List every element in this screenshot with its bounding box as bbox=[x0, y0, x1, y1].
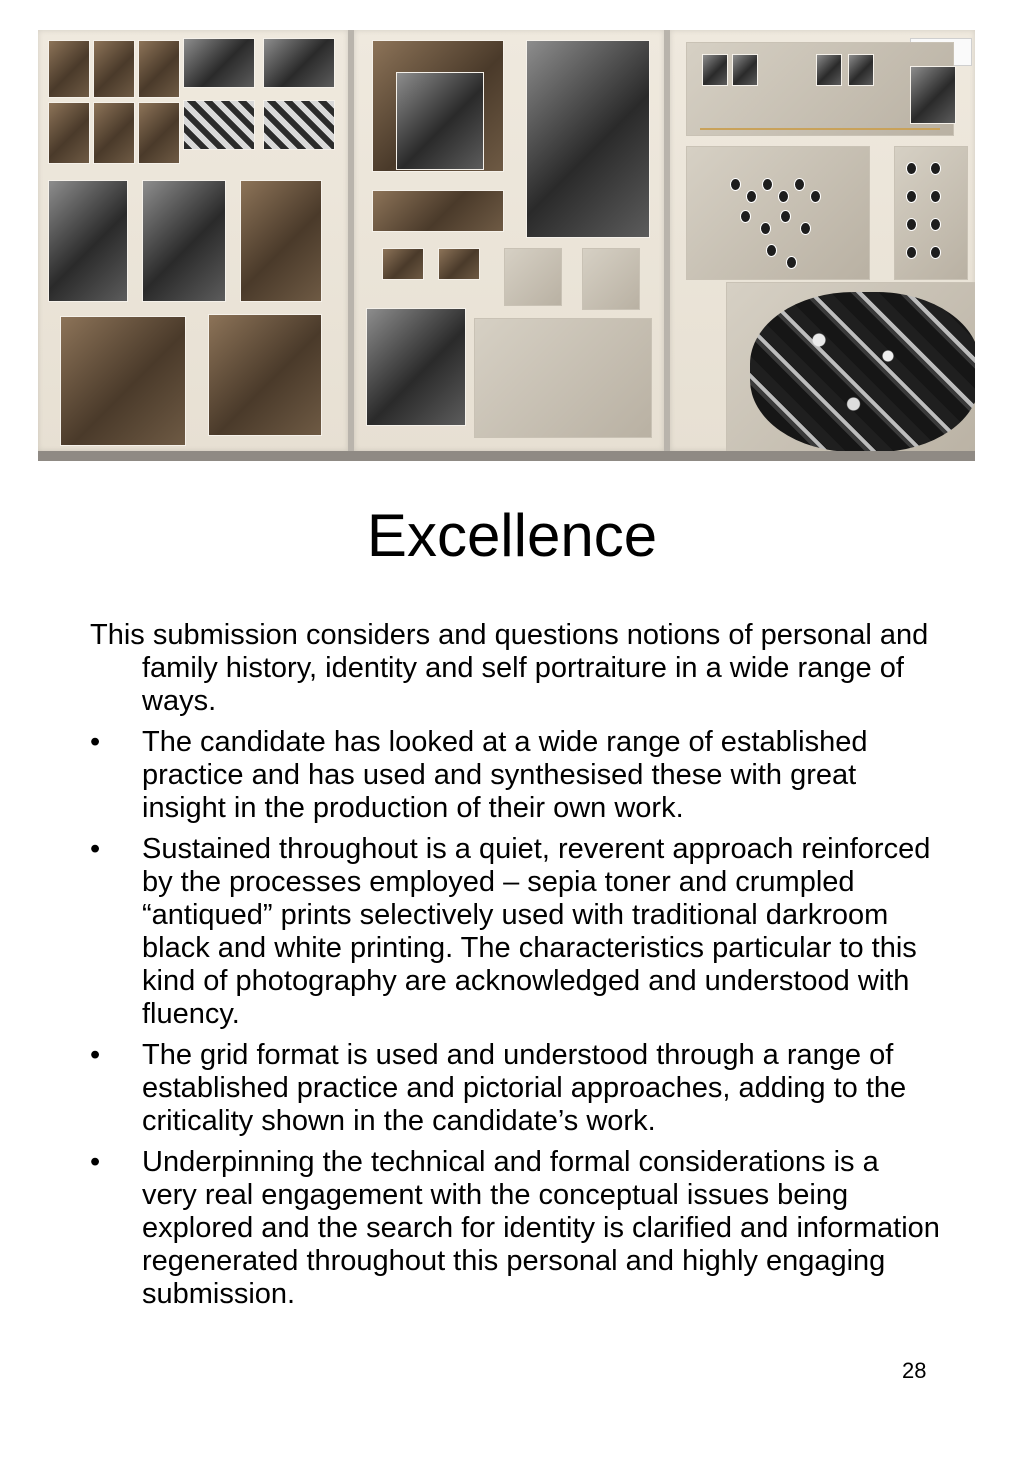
page-number: 28 bbox=[902, 1358, 927, 1383]
bullet-list bbox=[90, 726, 940, 1311]
bullet-text: The candidate has looked at a wide range of established practice and has used and synthesised these with great insight in the production of their own work. bbox=[142, 726, 868, 824]
bullet-text: Underpinning the technical and formal considerations is a very real engagement with the conceptual issues being explored and the search for identity is clarified and information regenerated throughout this personal and highly engaging submission. bbox=[142, 1146, 940, 1310]
bullet-item bbox=[90, 833, 940, 1031]
slide-body bbox=[90, 619, 940, 1319]
intro-paragraph: This submission considers and questions notions of personal and family history, identity and self portraiture in a wide range of ways. bbox=[90, 619, 929, 717]
bullet-text: The grid format is used and understood through a range of established practice and pictorial approaches, adding to the criticality shown in the candidate’s work. bbox=[142, 1039, 907, 1137]
display-board-middle bbox=[354, 30, 664, 451]
bullet-icon: • bbox=[90, 726, 101, 758]
bullet-text: Sustained throughout is a quiet, reverent approach reinforced by the processes employed – sepia toner and crumpled “antiqued” prints selectively used with traditional darkroom black and white printing. The characteristics particular to this kind of photography are acknowledged and understood with fluency. bbox=[142, 833, 931, 1030]
bullet-item bbox=[90, 1039, 940, 1138]
display-board-left bbox=[38, 30, 348, 451]
bullet-icon: • bbox=[90, 1146, 101, 1178]
bullet-icon: • bbox=[90, 833, 101, 865]
display-boards-photo bbox=[38, 30, 975, 461]
slide-title: Excellence bbox=[366, 502, 658, 569]
bullet-item bbox=[90, 726, 940, 825]
bullet-icon: • bbox=[90, 1039, 101, 1071]
display-board-right bbox=[670, 30, 975, 451]
bullet-item bbox=[90, 1146, 940, 1311]
